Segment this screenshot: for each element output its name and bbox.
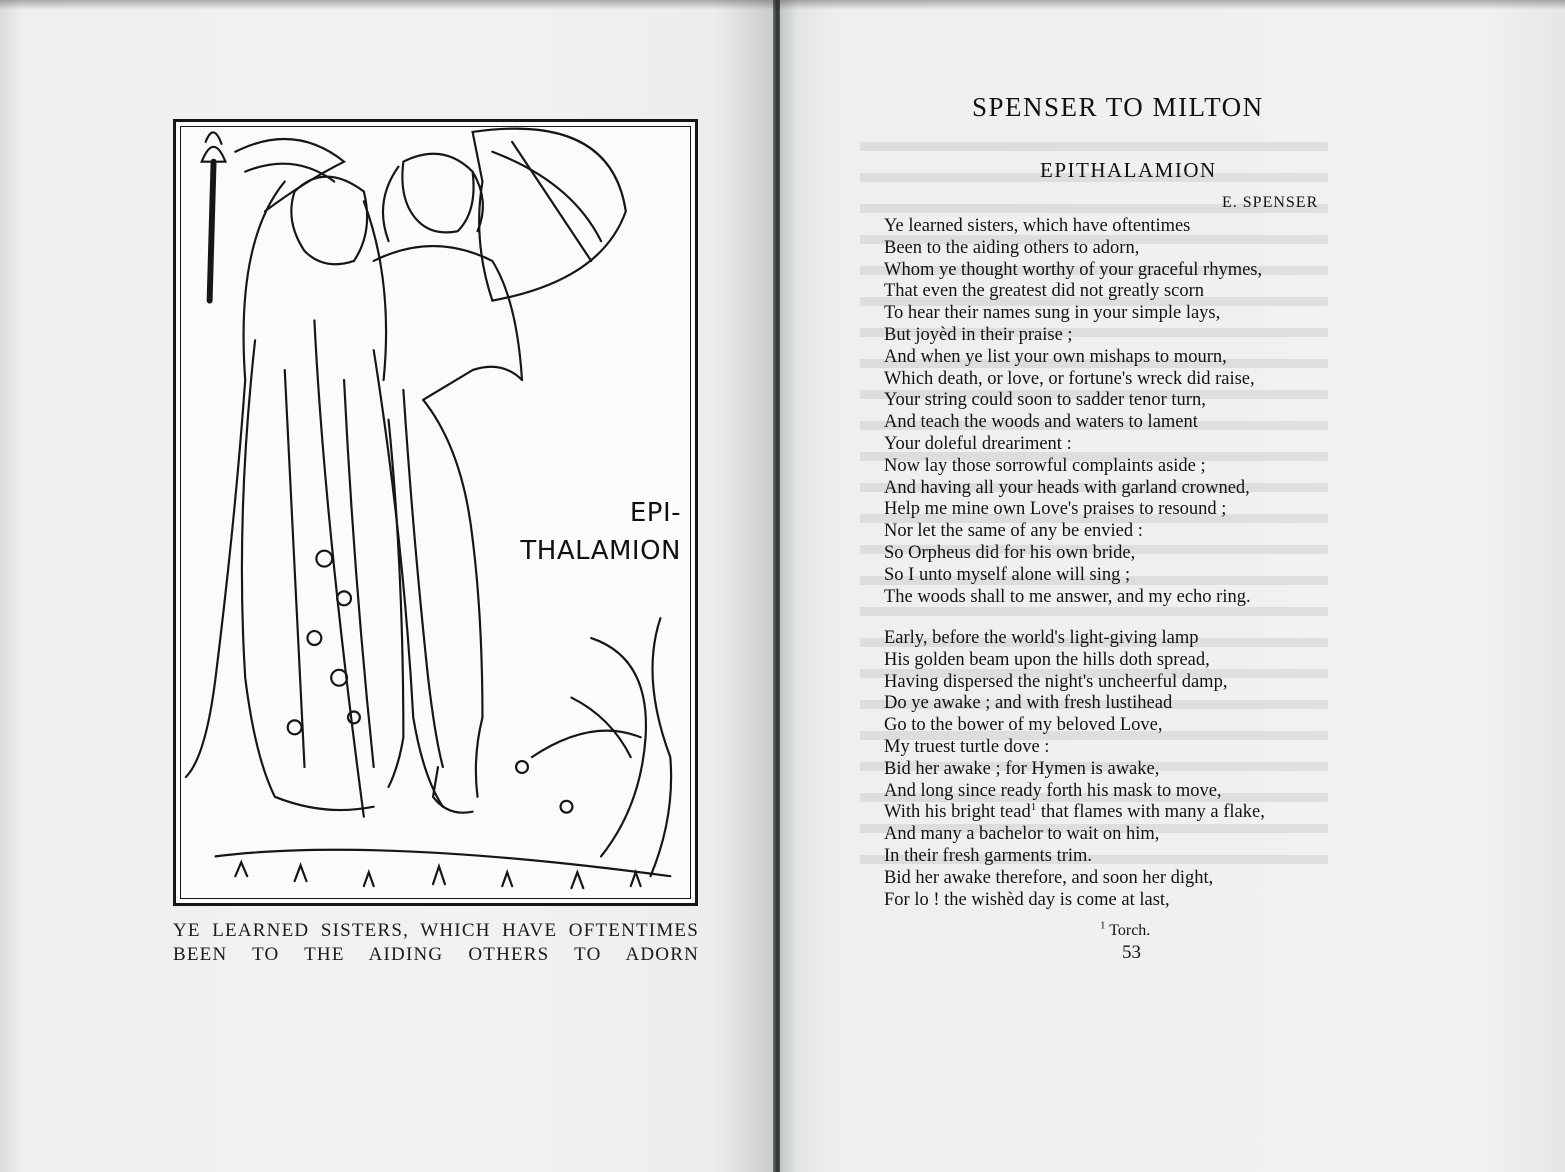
footnote-text: Torch.	[1109, 922, 1151, 939]
verse-line: Having dispersed the night's uncheerful damp,	[884, 671, 1228, 692]
verse-line: And having all your heads with garland crowned,	[884, 477, 1250, 498]
caption-line-2: BEEN TO THE AIDING OTHERS TO ADORN	[173, 944, 699, 965]
verse-line: Whom ye thought worthy of your graceful rhymes,	[884, 259, 1263, 280]
running-head: SPENSER TO MILTON	[972, 92, 1264, 122]
verse-line: Your string could soon to sadder tenor turn,	[884, 390, 1206, 411]
footnote-reference: 1	[1030, 801, 1037, 814]
illustration-title-line-1: EPI-	[626, 498, 685, 528]
verse-line: To hear their names sung in your simple lays,	[884, 303, 1221, 324]
footnote	[1100, 919, 1151, 940]
left-page	[0, 0, 775, 1172]
verse-line: And long since ready forth his mask to move,	[884, 780, 1222, 801]
verse-line: Ye learned sisters, which have oftentimes	[884, 216, 1191, 236]
verse-line: Help me mine own Love's praises to resound ;	[884, 499, 1227, 520]
verse-line: And teach the woods and waters to lament	[884, 412, 1198, 433]
verse-line: Do ye awake ; and with fresh lustihead	[884, 693, 1173, 714]
epithalamion-illustration	[173, 119, 698, 906]
verse-line: My truest turtle dove :	[884, 736, 1050, 757]
stanza-2	[884, 628, 1364, 911]
verse-line-end: that flames with many a flake,	[1036, 802, 1265, 823]
caption-line-1: YE LEARNED SISTERS, WHICH HAVE OFTENTIMES	[173, 920, 699, 941]
verse-line: That even the greatest did not greatly scorn	[884, 281, 1205, 302]
verse-line: So Orpheus did for his own bride,	[884, 542, 1136, 563]
poem-title: EPITHALAMION	[1040, 158, 1217, 182]
illustration-title-line-2: THALAMION	[516, 536, 685, 566]
verse-line: Go to the bower of my beloved Love,	[884, 715, 1163, 736]
verse-line: For lo ! the wishèd day is come at last,	[884, 889, 1170, 910]
verse-line: Which death, or love, or fortune's wreck did raise,	[884, 368, 1255, 389]
verse-line-start: With his bright tead	[884, 802, 1031, 823]
illustration-line-art	[176, 122, 695, 903]
footnote-mark: 1	[1100, 919, 1106, 932]
verse-line: Nor let the same of any be envied :	[884, 521, 1143, 542]
verse-line: Early, before the world's light-giving lamp	[884, 628, 1199, 648]
verse-line: Now lay those sorrowful complaints aside ;	[884, 455, 1206, 476]
verse-line: And when ye list your own mishaps to mourn,	[884, 346, 1227, 367]
poem-author: E. SPENSER	[1222, 194, 1319, 211]
verse-line: And many a bachelor to wait on him,	[884, 824, 1160, 845]
stanza-1	[884, 216, 1364, 608]
verse-line: The woods shall to me answer, and my echo ring.	[884, 586, 1251, 607]
verse-line-with-footnote	[884, 802, 1364, 824]
page-number: 53	[1122, 942, 1141, 963]
verse-line: Your doleful dreariment :	[884, 433, 1072, 454]
verse-line: But joyèd in their praise ;	[884, 324, 1073, 345]
verse-line: Been to the aiding others to adorn,	[884, 237, 1140, 258]
verse-line: Bid her awake ; for Hymen is awake,	[884, 758, 1160, 779]
verse-line: Bid her awake therefore, and soon her dight,	[884, 867, 1214, 888]
verse-line: His golden beam upon the hills doth spread,	[884, 649, 1210, 670]
verse-line: In their fresh garments trim.	[884, 845, 1093, 866]
top-edge-shadow	[0, 0, 1565, 10]
verse-line: So I unto myself alone will sing ;	[884, 564, 1131, 585]
